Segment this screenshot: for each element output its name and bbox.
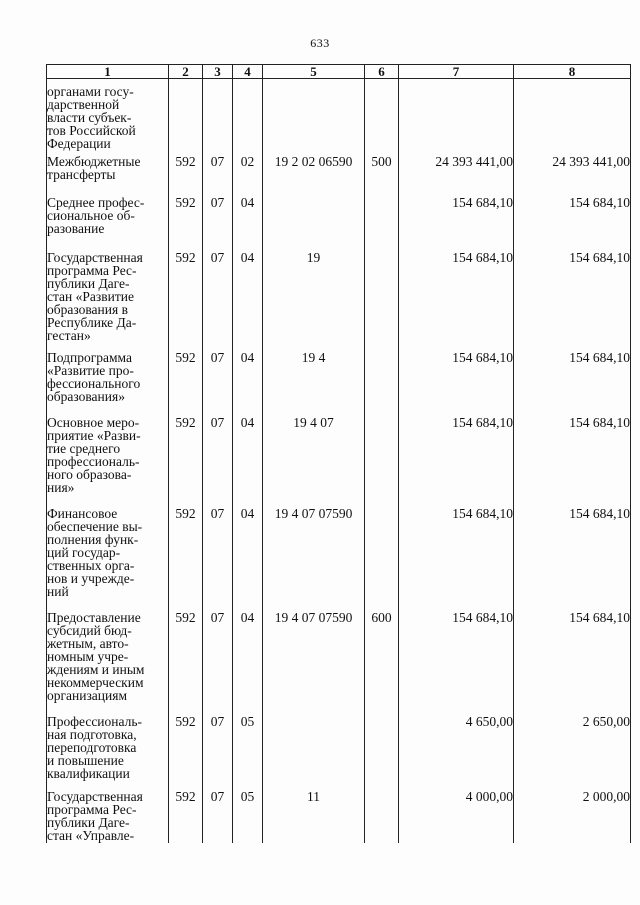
- column-header: 4: [233, 65, 263, 79]
- table-row: [47, 194, 631, 249]
- row-value-cell: 07: [203, 609, 233, 713]
- row-value-cell: 07: [203, 788, 233, 843]
- row-name-cell: Финансовое обеспечение вы- полнения функ- ций государ- ственных орга- нов и учрежде- ний: [47, 505, 169, 609]
- row-name-cell: Государственная программа Рес- публики Даге- стан «Управле-: [47, 788, 169, 843]
- row-value-cell: 592: [169, 249, 203, 349]
- row-value-cell: 154 684,10: [399, 349, 514, 414]
- column-header: 2: [169, 65, 203, 79]
- row-value-cell: 02: [233, 153, 263, 194]
- row-name-cell: Профессиональ- ная подготовка, переподготовка и повышение квалификации: [47, 713, 169, 788]
- row-value-cell: 19 2 02 06590: [263, 153, 365, 194]
- row-value-cell: 154 684,10: [514, 194, 631, 249]
- row-name-cell: Основное меро- приятие «Разви- тие среднего профессиональ- ного образова- ния»: [47, 414, 169, 505]
- row-value-cell: 07: [203, 414, 233, 505]
- row-value-cell: [365, 713, 399, 788]
- row-value-cell: 19 4 07 07590: [263, 609, 365, 713]
- row-value-cell: 592: [169, 414, 203, 505]
- row-value-cell: [365, 505, 399, 609]
- row-value-cell: 11: [263, 788, 365, 843]
- row-value-cell: [365, 788, 399, 843]
- table-row: [47, 609, 631, 713]
- row-value-cell: 592: [169, 713, 203, 788]
- row-value-cell: 154 684,10: [399, 505, 514, 609]
- row-value-cell: 24 393 441,00: [399, 153, 514, 194]
- row-value-cell: 154 684,10: [514, 414, 631, 505]
- row-value-cell: 19: [263, 249, 365, 349]
- row-value-cell: 154 684,10: [399, 249, 514, 349]
- table-row: [47, 249, 631, 349]
- row-value-cell: 592: [169, 505, 203, 609]
- row-value-cell: 07: [203, 349, 233, 414]
- column-header: 6: [365, 65, 399, 79]
- row-value-cell: 154 684,10: [514, 505, 631, 609]
- column-header: 3: [203, 65, 233, 79]
- row-value-cell: 05: [233, 713, 263, 788]
- table-row: [47, 713, 631, 788]
- row-value-cell: 04: [233, 194, 263, 249]
- page-number: 633: [310, 36, 330, 50]
- row-value-cell: 592: [169, 153, 203, 194]
- row-value-cell: [399, 79, 514, 154]
- row-value-cell: [365, 249, 399, 349]
- row-value-cell: 592: [169, 349, 203, 414]
- row-value-cell: 2 650,00: [514, 713, 631, 788]
- column-header: 8: [514, 65, 631, 79]
- table-row: [47, 788, 631, 843]
- row-value-cell: 154 684,10: [514, 609, 631, 713]
- row-name-cell: Среднее профес- сиональное об- разование: [47, 194, 169, 249]
- row-value-cell: [203, 79, 233, 154]
- table-row: [47, 349, 631, 414]
- row-name-cell: Предоставление субсидий бюд- жетным, авто- номным учре- ждениям и иным некоммерческим организациям: [47, 609, 169, 713]
- row-value-cell: 07: [203, 153, 233, 194]
- row-value-cell: 154 684,10: [514, 249, 631, 349]
- row-value-cell: 07: [203, 194, 233, 249]
- row-value-cell: 4 000,00: [399, 788, 514, 843]
- table-header-row: [47, 65, 631, 79]
- row-value-cell: 04: [233, 349, 263, 414]
- row-value-cell: 19 4: [263, 349, 365, 414]
- row-value-cell: 07: [203, 505, 233, 609]
- row-value-cell: [169, 79, 203, 154]
- row-value-cell: 04: [233, 249, 263, 349]
- budget-table: [46, 64, 631, 843]
- row-value-cell: 4 650,00: [399, 713, 514, 788]
- row-name-cell: органами госу- дарственной власти субъек- тов Российской Федерации: [47, 79, 169, 154]
- column-header: 5: [263, 65, 365, 79]
- table-body: [47, 79, 631, 844]
- row-value-cell: 154 684,10: [514, 349, 631, 414]
- row-value-cell: 04: [233, 505, 263, 609]
- row-value-cell: 500: [365, 153, 399, 194]
- table-row: [47, 505, 631, 609]
- row-value-cell: [514, 79, 631, 154]
- row-value-cell: [263, 713, 365, 788]
- row-value-cell: 2 000,00: [514, 788, 631, 843]
- row-value-cell: 04: [233, 414, 263, 505]
- row-name-cell: Подпрограмма «Развитие про- фессионального образования»: [47, 349, 169, 414]
- row-value-cell: 05: [233, 788, 263, 843]
- table-row: [47, 414, 631, 505]
- row-value-cell: [365, 79, 399, 154]
- row-value-cell: [263, 194, 365, 249]
- row-value-cell: [365, 414, 399, 505]
- row-value-cell: 24 393 441,00: [514, 153, 631, 194]
- row-value-cell: 592: [169, 194, 203, 249]
- column-header: 1: [47, 65, 169, 79]
- table-row: [47, 153, 631, 194]
- row-value-cell: 07: [203, 249, 233, 349]
- row-value-cell: 19 4 07: [263, 414, 365, 505]
- row-value-cell: 592: [169, 609, 203, 713]
- row-name-cell: Межбюджетные трансферты: [47, 153, 169, 194]
- row-value-cell: [365, 194, 399, 249]
- row-value-cell: 04: [233, 609, 263, 713]
- column-header: 7: [399, 65, 514, 79]
- row-value-cell: 154 684,10: [399, 414, 514, 505]
- table-row: [47, 79, 631, 154]
- row-value-cell: 592: [169, 788, 203, 843]
- row-value-cell: 154 684,10: [399, 194, 514, 249]
- row-value-cell: 600: [365, 609, 399, 713]
- row-value-cell: [263, 79, 365, 154]
- row-name-cell: Государственная программа Рес- публики Даге- стан «Развитие образования в Республике Да- гестан»: [47, 249, 169, 349]
- row-value-cell: 07: [203, 713, 233, 788]
- row-value-cell: 154 684,10: [399, 609, 514, 713]
- row-value-cell: [365, 349, 399, 414]
- row-value-cell: 19 4 07 07590: [263, 505, 365, 609]
- row-value-cell: [233, 79, 263, 154]
